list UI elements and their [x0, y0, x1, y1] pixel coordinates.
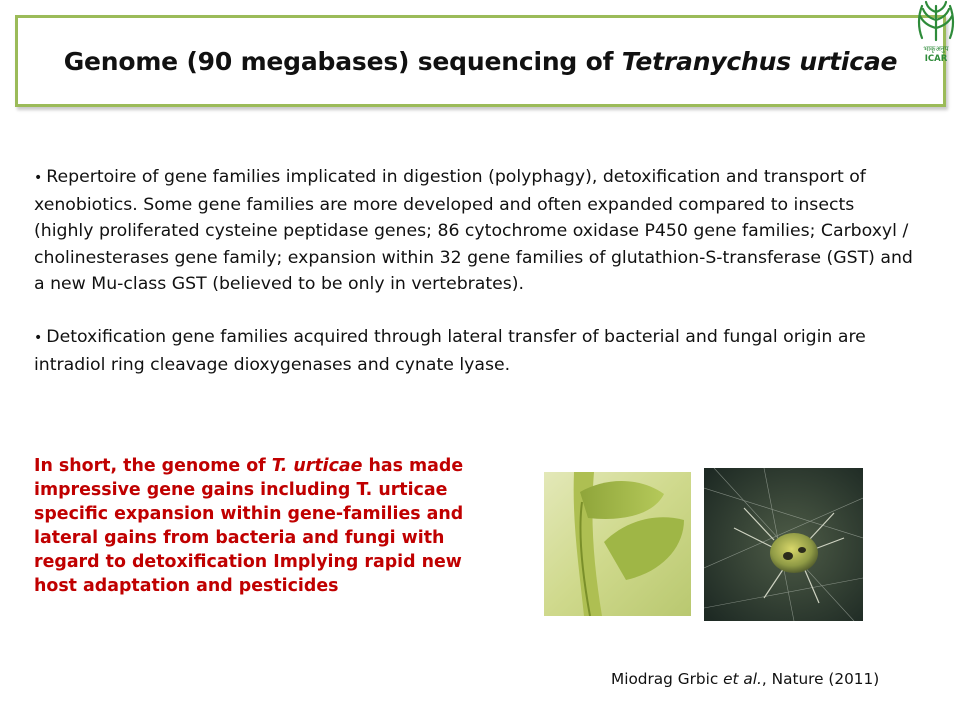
- bullet-icon: •: [34, 170, 43, 186]
- summary-part2: has made impressive gene gains including T. urticae specific expansion within gene-families and lateral gains from bacteria and fungi with regard to detoxification Implying rapid new host adaptation and pesticides: [34, 456, 464, 596]
- citation: [611, 670, 879, 688]
- summary-part1: In short, the genome of: [34, 456, 272, 476]
- bullet-text: Detoxification gene families acquired through lateral transfer of bacterial and fungal origin are intradiol ring cleavage dioxygenases and cynate lyase.: [34, 327, 866, 375]
- svg-text:भाकृअनुप: भाकृअनुप: [923, 45, 949, 53]
- citation-etal: et al.: [723, 670, 762, 688]
- bullet-item-detoxification: [34, 324, 919, 378]
- bullet-icon: •: [34, 330, 43, 346]
- logo-text: ICAR: [924, 54, 948, 64]
- bullet-list: [34, 164, 919, 378]
- mite-photo: [704, 468, 863, 621]
- title-species: Tetranychus urticae: [621, 47, 898, 76]
- summary-species: T. urticae: [271, 456, 363, 476]
- bullet-text: Repertoire of gene families implicated in digestion (polyphagy), detoxification and transport of xenobiotics. Some gene families are more developed and often expanded compared to insects (highly proliferated cysteine peptidase genes; 86 cytochrome oxidase P450 gene families; Carboxyl / cholinesterases gene family; expansion within 32 gene families of glutathion-S-transferase (GST) and a new Mu-class GST (believed to be only in vertebrates).: [34, 167, 913, 294]
- leaf-photo: [544, 472, 691, 616]
- icar-logo: [912, 0, 960, 66]
- title-prefix: Genome (90 megabases) sequencing of: [63, 47, 622, 76]
- title-box: [15, 15, 946, 107]
- citation-author: Miodrag Grbic: [611, 670, 724, 688]
- bullet-item-gene-families: [34, 164, 919, 298]
- slide-title: [18, 47, 943, 76]
- summary-text: [34, 454, 504, 598]
- citation-source: , Nature (2011): [761, 670, 880, 688]
